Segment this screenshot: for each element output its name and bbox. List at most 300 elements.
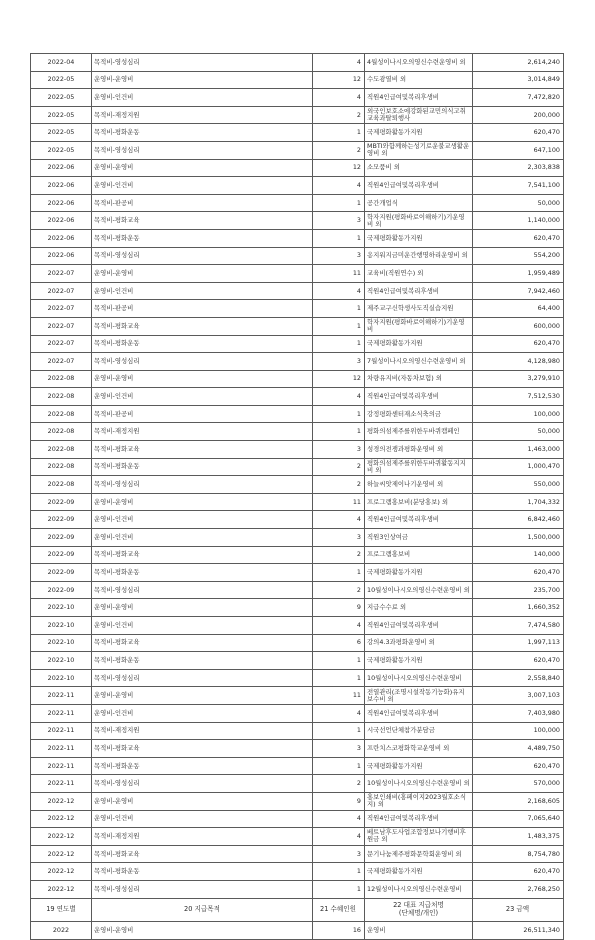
row-year: 2022-06 — [31, 177, 92, 195]
row-purpose: 목적비-재정지원 — [92, 828, 313, 846]
row-year: 2022-09 — [31, 564, 92, 582]
row-purpose: 운영비-인건비 — [92, 617, 313, 635]
summary-amount: 26,511,340 — [473, 921, 564, 939]
row-amount: 1,000,470 — [473, 458, 564, 476]
row-recipient: 국제평화활동가지원 — [365, 335, 473, 353]
table-row — [31, 177, 564, 195]
table-row — [31, 194, 564, 212]
row-recipient: 국제평화활동가지원 — [365, 757, 473, 775]
row-beneficiaries: 11 — [313, 265, 365, 283]
row-purpose: 운영비-인건비 — [92, 810, 313, 828]
row-purpose: 운영비-인건비 — [92, 89, 313, 107]
row-purpose: 목적비-평화교육 — [92, 546, 313, 564]
table-row — [31, 300, 564, 318]
row-beneficiaries: 1 — [313, 863, 365, 881]
header-amount: 23 금액 — [473, 898, 564, 921]
row-recipient: 차량유지비(자동차보험) 외 — [365, 370, 473, 388]
row-year: 2022-05 — [31, 141, 92, 159]
expenditure-table — [30, 53, 564, 940]
row-year: 2022-09 — [31, 529, 92, 547]
row-recipient: 교육비(직원연수) 외 — [365, 265, 473, 283]
row-beneficiaries: 1 — [313, 880, 365, 898]
row-amount: 600,000 — [473, 317, 564, 335]
row-year: 2022-05 — [31, 71, 92, 89]
row-amount: 7,541,100 — [473, 177, 564, 195]
row-year: 2022-05 — [31, 106, 92, 124]
table-row — [31, 282, 564, 300]
row-amount: 570,000 — [473, 775, 564, 793]
row-recipient: 평화의섬제주를위한두바퀴활동지지비 외 — [365, 458, 473, 476]
row-beneficiaries: 2 — [313, 775, 365, 793]
row-recipient: 문기나눔제주평화문학회운영비 외 — [365, 845, 473, 863]
row-recipient: 공간개업식 — [365, 194, 473, 212]
table-row — [31, 722, 564, 740]
row-recipient: 직원4인급여및복리후생비 — [365, 388, 473, 406]
row-beneficiaries: 3 — [313, 845, 365, 863]
row-beneficiaries: 6 — [313, 634, 365, 652]
table-row — [31, 476, 564, 494]
row-recipient: 국제평화활동가지원 — [365, 652, 473, 670]
row-recipient: MBTI와함께하는성기로운불교생활운영비 외 — [365, 141, 473, 159]
row-year: 2022-08 — [31, 370, 92, 388]
row-purpose: 목적비-평화운동 — [92, 124, 313, 142]
row-amount: 4,128,980 — [473, 353, 564, 371]
table-row — [31, 511, 564, 529]
row-year: 2022-12 — [31, 845, 92, 863]
row-beneficiaries: 12 — [313, 159, 365, 177]
row-purpose: 목적비-영성심리 — [92, 247, 313, 265]
row-year: 2022-07 — [31, 335, 92, 353]
table-row — [31, 159, 564, 177]
header-year: 19 연도별 — [31, 898, 92, 921]
table-row — [31, 71, 564, 89]
row-year: 2022-08 — [31, 458, 92, 476]
row-amount: 7,942,460 — [473, 282, 564, 300]
row-year: 2022-10 — [31, 617, 92, 635]
table-row — [31, 370, 564, 388]
row-amount: 1,997,113 — [473, 634, 564, 652]
row-beneficiaries: 1 — [313, 423, 365, 441]
row-amount: 3,014,849 — [473, 71, 564, 89]
row-beneficiaries: 1 — [313, 229, 365, 247]
row-recipient: 외국인보호소에강화된교민의식고취교육과탈퇴행사 — [365, 106, 473, 124]
row-beneficiaries: 2 — [313, 476, 365, 494]
table-row — [31, 810, 564, 828]
table-row — [31, 141, 564, 159]
row-year: 2022-10 — [31, 652, 92, 670]
table-row — [31, 247, 564, 265]
row-year: 2022-04 — [31, 54, 92, 72]
table-row — [31, 863, 564, 881]
row-year: 2022-11 — [31, 775, 92, 793]
row-year: 2022-08 — [31, 388, 92, 406]
row-amount: 620,470 — [473, 652, 564, 670]
row-beneficiaries: 1 — [313, 194, 365, 212]
table-header-row — [31, 898, 564, 921]
row-purpose: 목적비-판공비 — [92, 194, 313, 212]
row-beneficiaries: 1 — [313, 652, 365, 670]
row-beneficiaries: 1 — [313, 722, 365, 740]
row-recipient: 국제평화활동가지원 — [365, 863, 473, 881]
row-amount: 620,470 — [473, 124, 564, 142]
row-year: 2022-08 — [31, 476, 92, 494]
row-amount: 2,614,240 — [473, 54, 564, 72]
summary-year: 2022 — [31, 921, 92, 939]
row-purpose: 운영비-인건비 — [92, 704, 313, 722]
row-purpose: 목적비-평화운동 — [92, 863, 313, 881]
header-purpose: 20 지급목적 — [92, 898, 313, 921]
row-year: 2022-08 — [31, 441, 92, 459]
row-beneficiaries: 1 — [313, 669, 365, 687]
row-purpose: 목적비-재정지원 — [92, 106, 313, 124]
summary-recipient: 운영비 — [365, 921, 473, 939]
row-purpose: 운영비-인건비 — [92, 529, 313, 547]
row-amount: 7,474,580 — [473, 617, 564, 635]
row-recipient: 직원4인급여및복리후생비 — [365, 89, 473, 107]
row-amount: 50,000 — [473, 194, 564, 212]
row-purpose: 운영비-운영비 — [92, 71, 313, 89]
header-beneficiaries: 21 수혜인원 — [313, 898, 365, 921]
row-beneficiaries: 4 — [313, 810, 365, 828]
row-amount: 235,700 — [473, 581, 564, 599]
row-recipient: 홍보인쇄비(홍페이지2023월호소식지) 외 — [365, 792, 473, 810]
row-year: 2022-09 — [31, 546, 92, 564]
row-purpose: 목적비-영성심리 — [92, 581, 313, 599]
row-purpose: 운영비-인건비 — [92, 388, 313, 406]
row-recipient: 직원3인상여금 — [365, 529, 473, 547]
row-beneficiaries: 2 — [313, 581, 365, 599]
row-purpose: 운영비-운영비 — [92, 599, 313, 617]
row-year: 2022-07 — [31, 282, 92, 300]
table-row — [31, 757, 564, 775]
row-recipient: 직원4인급여및복리후생비 — [365, 704, 473, 722]
row-purpose: 목적비-평화교육 — [92, 212, 313, 230]
row-beneficiaries: 1 — [313, 124, 365, 142]
row-purpose: 목적비-영성심리 — [92, 353, 313, 371]
table-row — [31, 317, 564, 335]
row-recipient: 강정평화센터재소식축의금 — [365, 405, 473, 423]
row-beneficiaries: 4 — [313, 282, 365, 300]
row-purpose: 운영비-인건비 — [92, 177, 313, 195]
row-recipient: 학자지원(평화바로이해하기)기운영비 외 — [365, 212, 473, 230]
row-year: 2022-09 — [31, 511, 92, 529]
row-amount: 1,483,375 — [473, 828, 564, 846]
row-purpose: 목적비-영성심리 — [92, 669, 313, 687]
row-purpose: 목적비-평화운동 — [92, 757, 313, 775]
row-amount: 2,558,840 — [473, 669, 564, 687]
row-year: 2022-11 — [31, 722, 92, 740]
row-amount: 2,168,605 — [473, 792, 564, 810]
row-beneficiaries: 1 — [313, 335, 365, 353]
row-beneficiaries: 2 — [313, 106, 365, 124]
table-row — [31, 669, 564, 687]
row-year: 2022-07 — [31, 353, 92, 371]
row-amount: 64,400 — [473, 300, 564, 318]
row-beneficiaries: 3 — [313, 247, 365, 265]
table-row — [31, 740, 564, 758]
row-beneficiaries: 9 — [313, 599, 365, 617]
row-year: 2022-07 — [31, 265, 92, 283]
row-recipient: 프로그램홍보비(분당홍보) 외 — [365, 493, 473, 511]
row-year: 2022-07 — [31, 317, 92, 335]
row-beneficiaries: 4 — [313, 54, 365, 72]
row-recipient: 10월성이나시오의영신수련운영비 외 — [365, 775, 473, 793]
row-recipient: 소모품비 외 — [365, 159, 473, 177]
row-amount: 1,500,000 — [473, 529, 564, 547]
summary-purpose: 운영비-운영비 — [92, 921, 313, 939]
row-year: 2022-06 — [31, 194, 92, 212]
row-year: 2022-09 — [31, 581, 92, 599]
row-year: 2022-11 — [31, 740, 92, 758]
row-purpose: 운영비-운영비 — [92, 159, 313, 177]
row-recipient: 베트남후도사업조합정보나기행비후원금 외 — [365, 828, 473, 846]
table-row — [31, 54, 564, 72]
table-row — [31, 229, 564, 247]
row-year: 2022-09 — [31, 493, 92, 511]
table-row — [31, 423, 564, 441]
row-beneficiaries: 1 — [313, 757, 365, 775]
table-row — [31, 265, 564, 283]
row-year: 2022-11 — [31, 687, 92, 705]
row-purpose: 목적비-평화운동 — [92, 458, 313, 476]
row-recipient: 평화의섬제주를위한두바퀴캠페인 — [365, 423, 473, 441]
row-beneficiaries: 3 — [313, 353, 365, 371]
row-purpose: 운영비-운영비 — [92, 687, 313, 705]
row-beneficiaries: 3 — [313, 529, 365, 547]
row-recipient: 수도광열비 외 — [365, 71, 473, 89]
table-row — [31, 652, 564, 670]
row-recipient: 국제평화활동가지원 — [365, 229, 473, 247]
table-row — [31, 564, 564, 582]
row-recipient: 지급수수료 외 — [365, 599, 473, 617]
row-amount: 100,000 — [473, 405, 564, 423]
table-row — [31, 212, 564, 230]
row-amount: 6,842,460 — [473, 511, 564, 529]
table-row — [31, 106, 564, 124]
row-beneficiaries: 3 — [313, 212, 365, 230]
table-row — [31, 441, 564, 459]
row-purpose: 목적비-평화교육 — [92, 317, 313, 335]
row-amount: 2,303,838 — [473, 159, 564, 177]
row-recipient: 프란치스코평화학교운영비 외 — [365, 740, 473, 758]
row-purpose: 목적비-평화교육 — [92, 845, 313, 863]
table-row — [31, 880, 564, 898]
row-year: 2022-05 — [31, 124, 92, 142]
table-row — [31, 617, 564, 635]
row-amount: 7,472,820 — [473, 89, 564, 107]
row-amount: 7,065,640 — [473, 810, 564, 828]
row-amount: 620,470 — [473, 564, 564, 582]
row-recipient: 전열관리(조명시설작동기능화)유지보수비 외 — [365, 687, 473, 705]
table-row — [31, 687, 564, 705]
row-purpose: 목적비-평화운동 — [92, 652, 313, 670]
row-beneficiaries: 9 — [313, 792, 365, 810]
row-beneficiaries: 4 — [313, 388, 365, 406]
row-recipient: 직원4인급여및복리후생비 — [365, 617, 473, 635]
row-year: 2022-06 — [31, 159, 92, 177]
row-recipient: 10월성이나시오의영신수련운영비 외 — [365, 581, 473, 599]
row-amount: 620,470 — [473, 863, 564, 881]
row-year: 2022-12 — [31, 810, 92, 828]
row-amount: 200,000 — [473, 106, 564, 124]
row-purpose: 목적비-영성심리 — [92, 775, 313, 793]
row-amount: 140,000 — [473, 546, 564, 564]
row-purpose: 목적비-평화교육 — [92, 634, 313, 652]
table-row — [31, 775, 564, 793]
table-row — [31, 405, 564, 423]
table-row — [31, 89, 564, 107]
row-recipient: 시국선언단체참가분담금 — [365, 722, 473, 740]
row-purpose: 목적비-평화운동 — [92, 564, 313, 582]
row-purpose: 목적비-재정지원 — [92, 722, 313, 740]
row-amount: 647,100 — [473, 141, 564, 159]
row-amount: 8,754,780 — [473, 845, 564, 863]
table-row — [31, 634, 564, 652]
row-purpose: 목적비-판공비 — [92, 300, 313, 318]
row-beneficiaries: 1 — [313, 317, 365, 335]
row-year: 2022-10 — [31, 634, 92, 652]
row-purpose: 목적비-평화교육 — [92, 441, 313, 459]
row-year: 2022-08 — [31, 405, 92, 423]
row-amount: 2,768,250 — [473, 880, 564, 898]
row-year: 2022-06 — [31, 212, 92, 230]
table-row — [31, 792, 564, 810]
row-recipient: 성경의전쟁과평화운영비 외 — [365, 441, 473, 459]
summary-row — [31, 921, 564, 939]
row-beneficiaries: 2 — [313, 141, 365, 159]
row-year: 2022-06 — [31, 229, 92, 247]
row-year: 2022-12 — [31, 880, 92, 898]
row-amount: 1,463,000 — [473, 441, 564, 459]
row-amount: 550,000 — [473, 476, 564, 494]
row-recipient: 제주교구신학생사도직실습지원 — [365, 300, 473, 318]
row-beneficiaries: 1 — [313, 564, 365, 582]
table-row — [31, 335, 564, 353]
table-row — [31, 546, 564, 564]
row-recipient: 7월성이나시오의영신수련운영비 외 — [365, 353, 473, 371]
row-beneficiaries: 4 — [313, 617, 365, 635]
row-beneficiaries: 4 — [313, 89, 365, 107]
row-beneficiaries: 2 — [313, 458, 365, 476]
row-recipient: 옹지워지금미운간행명하리운영비 외 — [365, 247, 473, 265]
row-year: 2022-11 — [31, 757, 92, 775]
row-recipient: 프로그램홍보비 — [365, 546, 473, 564]
row-year: 2022-12 — [31, 863, 92, 881]
table-row — [31, 581, 564, 599]
row-recipient: 직원4인급여및복리후생비 — [365, 810, 473, 828]
row-recipient: 직원4인급여및복리후생비 — [365, 282, 473, 300]
row-purpose: 목적비-판공비 — [92, 405, 313, 423]
row-year: 2022-07 — [31, 300, 92, 318]
header-recipient: 22 대표 지급처명 (단체명/개인) — [365, 898, 473, 921]
row-purpose: 목적비-영성심리 — [92, 141, 313, 159]
row-beneficiaries: 2 — [313, 546, 365, 564]
row-purpose: 목적비-재정지원 — [92, 423, 313, 441]
row-beneficiaries: 3 — [313, 740, 365, 758]
row-purpose: 운영비-운영비 — [92, 370, 313, 388]
row-amount: 7,512,530 — [473, 388, 564, 406]
row-purpose: 목적비-평화운동 — [92, 229, 313, 247]
row-recipient: 국제평화활동가지원 — [365, 564, 473, 582]
row-purpose: 목적비-영성심리 — [92, 476, 313, 494]
row-amount: 620,470 — [473, 229, 564, 247]
row-recipient: 12월성이나시오의영신수련운영비 — [365, 880, 473, 898]
table-row — [31, 845, 564, 863]
row-year: 2022-12 — [31, 828, 92, 846]
row-recipient: 직원4인급여및복리후생비 — [365, 177, 473, 195]
row-purpose: 목적비-영성심리 — [92, 880, 313, 898]
row-amount: 1,704,332 — [473, 493, 564, 511]
table-row — [31, 828, 564, 846]
row-beneficiaries: 12 — [313, 370, 365, 388]
table-row — [31, 599, 564, 617]
row-beneficiaries: 4 — [313, 511, 365, 529]
row-year: 2022-06 — [31, 247, 92, 265]
row-purpose: 운영비-인건비 — [92, 282, 313, 300]
row-year: 2022-11 — [31, 704, 92, 722]
row-purpose: 운영비-운영비 — [92, 792, 313, 810]
row-recipient: 학자지원(평화바로이해하기)기운영비 — [365, 317, 473, 335]
row-amount: 554,200 — [473, 247, 564, 265]
table-row — [31, 124, 564, 142]
row-amount: 620,470 — [473, 335, 564, 353]
table-row — [31, 704, 564, 722]
row-amount: 1,959,489 — [473, 265, 564, 283]
row-beneficiaries: 1 — [313, 405, 365, 423]
row-amount: 50,000 — [473, 423, 564, 441]
row-amount: 1,140,000 — [473, 212, 564, 230]
row-purpose: 목적비-평화운동 — [92, 335, 313, 353]
row-amount: 3,007,103 — [473, 687, 564, 705]
row-beneficiaries: 4 — [313, 177, 365, 195]
row-year: 2022-10 — [31, 599, 92, 617]
row-purpose: 운영비-운영비 — [92, 265, 313, 283]
row-year: 2022-12 — [31, 792, 92, 810]
row-purpose: 운영비-인건비 — [92, 511, 313, 529]
table-row — [31, 529, 564, 547]
row-year: 2022-08 — [31, 423, 92, 441]
row-recipient: 4월성이나시오의영신수련운영비 외 — [365, 54, 473, 72]
row-year: 2022-05 — [31, 89, 92, 107]
row-amount: 3,279,910 — [473, 370, 564, 388]
row-amount: 620,470 — [473, 757, 564, 775]
row-year: 2022-10 — [31, 669, 92, 687]
row-recipient: 강의4.3과평화운영비 외 — [365, 634, 473, 652]
row-beneficiaries: 4 — [313, 704, 365, 722]
row-beneficiaries: 11 — [313, 493, 365, 511]
row-amount: 4,489,750 — [473, 740, 564, 758]
row-recipient: 하늘씨앗제이나기운영비 외 — [365, 476, 473, 494]
row-recipient: 국제평화활동가지원 — [365, 124, 473, 142]
table-row — [31, 458, 564, 476]
row-recipient: 10월성이나시오의영신수련운영비 — [365, 669, 473, 687]
table-row — [31, 353, 564, 371]
row-purpose: 운영비-운영비 — [92, 493, 313, 511]
row-beneficiaries: 12 — [313, 71, 365, 89]
row-recipient: 직원4인급여및복리후생비 — [365, 511, 473, 529]
row-beneficiaries: 1 — [313, 300, 365, 318]
row-beneficiaries: 4 — [313, 828, 365, 846]
row-beneficiaries: 11 — [313, 687, 365, 705]
summary-beneficiaries: 16 — [313, 921, 365, 939]
row-beneficiaries: 3 — [313, 441, 365, 459]
row-amount: 7,403,980 — [473, 704, 564, 722]
table-row — [31, 388, 564, 406]
row-amount: 1,660,352 — [473, 599, 564, 617]
row-purpose: 목적비-영성심리 — [92, 54, 313, 72]
row-purpose: 목적비-평화교육 — [92, 740, 313, 758]
table-row — [31, 493, 564, 511]
